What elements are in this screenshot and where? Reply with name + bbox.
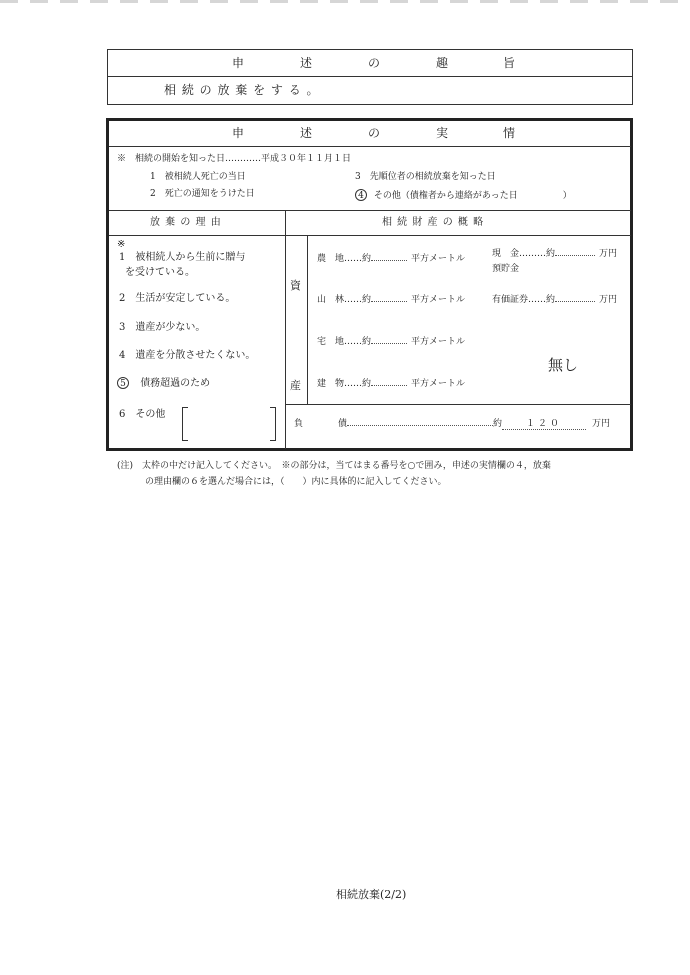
farmland-unit: 平方メートル [411, 254, 466, 264]
purpose-divider [107, 76, 633, 77]
facts-header-char: の [368, 126, 381, 140]
debt-label: 債 [338, 419, 348, 429]
residential-label: 宅 地……約 [317, 337, 372, 347]
building-row [317, 380, 465, 389]
asset-label-top: 資 [290, 279, 301, 292]
residential-unit: 平方メートル [411, 337, 466, 347]
facts-option-3: 3 先順位者の相続放棄を知った日 [355, 172, 496, 182]
farmland-label: 農 地……約 [317, 254, 372, 264]
asset-label-divider [307, 235, 308, 404]
securities-unit: 万円 [599, 295, 618, 305]
facts-frame [106, 118, 633, 451]
reasons-mark: ※ [117, 239, 126, 250]
facts-header-char: 実 [436, 126, 449, 140]
facts-header-char: 述 [300, 126, 313, 140]
reason-1-cont: を受けている。 [125, 267, 195, 278]
debt-unit: 万円 [592, 419, 611, 429]
debt-amount [502, 420, 586, 430]
page-footer: 相続放棄(2/2) [336, 888, 407, 901]
securities-blank [555, 301, 595, 302]
farmland-row [317, 255, 465, 264]
none-note: 無し [548, 356, 579, 374]
reason-4: 4 遺産を分散させたくない。 [119, 350, 256, 361]
facts-option-4-circled-number: 4 [355, 189, 367, 201]
reason-6-right-bracket [270, 407, 276, 441]
cash-row [492, 250, 617, 259]
purpose-header-char: 旨 [503, 56, 516, 70]
facts-header-char: 申 [232, 126, 245, 140]
cash-blank [555, 255, 595, 256]
cash-unit: 万円 [599, 249, 618, 259]
forest-unit: 平方メートル [411, 295, 466, 305]
subheader-divider [109, 235, 631, 236]
building-label: 建 物……約 [317, 379, 372, 389]
reason-6-left-bracket [182, 407, 188, 441]
note-line-1: (注) 太枠の中だけ記入してください。 ※の部分は，当てはまる番号を○で囲み，申述の実情欄の４，放棄 [117, 461, 551, 471]
purpose-header-char: の [368, 56, 381, 70]
purpose-header-char: 述 [300, 56, 313, 70]
securities-label: 有価証券……約 [492, 295, 556, 305]
facts-start-date: ※ 相続の開始を知った日…………平成３０年１１月１日 [117, 154, 352, 164]
asset-label-bottom: 産 [290, 379, 301, 392]
forest-row [317, 296, 465, 305]
reason-6: 6 その他 [119, 409, 166, 420]
reason-5-circled-number: 5 [117, 377, 129, 389]
forest-blank [371, 301, 407, 302]
reason-5-label: 債務超過のため [140, 378, 211, 389]
note-line-2: の理由欄の６を選んだ場合には，（ ）内に具体的に記入してください。 [145, 477, 447, 487]
savings-label: 預貯金 [492, 264, 520, 274]
facts-option-1: 1 被相続人死亡の当日 [150, 172, 246, 182]
farmland-blank [371, 260, 407, 261]
scan-edge-marks [0, 0, 690, 3]
facts-option-4 [355, 189, 572, 201]
cash-label: 現 金………約 [492, 249, 556, 259]
debt-amount-value: １２０ [526, 419, 563, 429]
facts-mid-divider [109, 210, 631, 211]
liability-label: 負 [294, 419, 304, 429]
liability-divider [286, 404, 631, 405]
residential-blank [371, 343, 407, 344]
forest-label: 山 林……約 [317, 295, 372, 305]
reason-1: 1 被相続人から生前に贈与 [119, 252, 246, 263]
debt-row [338, 420, 610, 430]
estate-header: 相 続 財 産 の 概 略 [382, 217, 485, 228]
facts-header-divider [109, 146, 631, 147]
reason-5 [117, 377, 210, 389]
facts-option-4-label: その他（債権者から連絡があった日 ） [373, 191, 572, 201]
debt-leader [347, 425, 493, 426]
reason-2: 2 生活が安定している。 [119, 293, 236, 304]
purpose-content: 相 続 の 放 棄 を す る 。 [164, 83, 320, 97]
reasons-header: 放 棄 の 理 由 [150, 217, 222, 228]
purpose-header-char: 趣 [436, 56, 449, 70]
debt-prefix: 約 [493, 419, 503, 429]
reasons-estate-divider [285, 210, 286, 449]
purpose-header-char: 申 [232, 56, 245, 70]
facts-option-2: 2 死亡の通知をうけた日 [150, 189, 255, 199]
reason-3: 3 遺産が少ない。 [119, 322, 206, 333]
building-unit: 平方メートル [411, 379, 466, 389]
securities-row [492, 296, 617, 305]
residential-row [317, 338, 465, 347]
building-blank [371, 385, 407, 386]
facts-header-char: 情 [503, 126, 516, 140]
